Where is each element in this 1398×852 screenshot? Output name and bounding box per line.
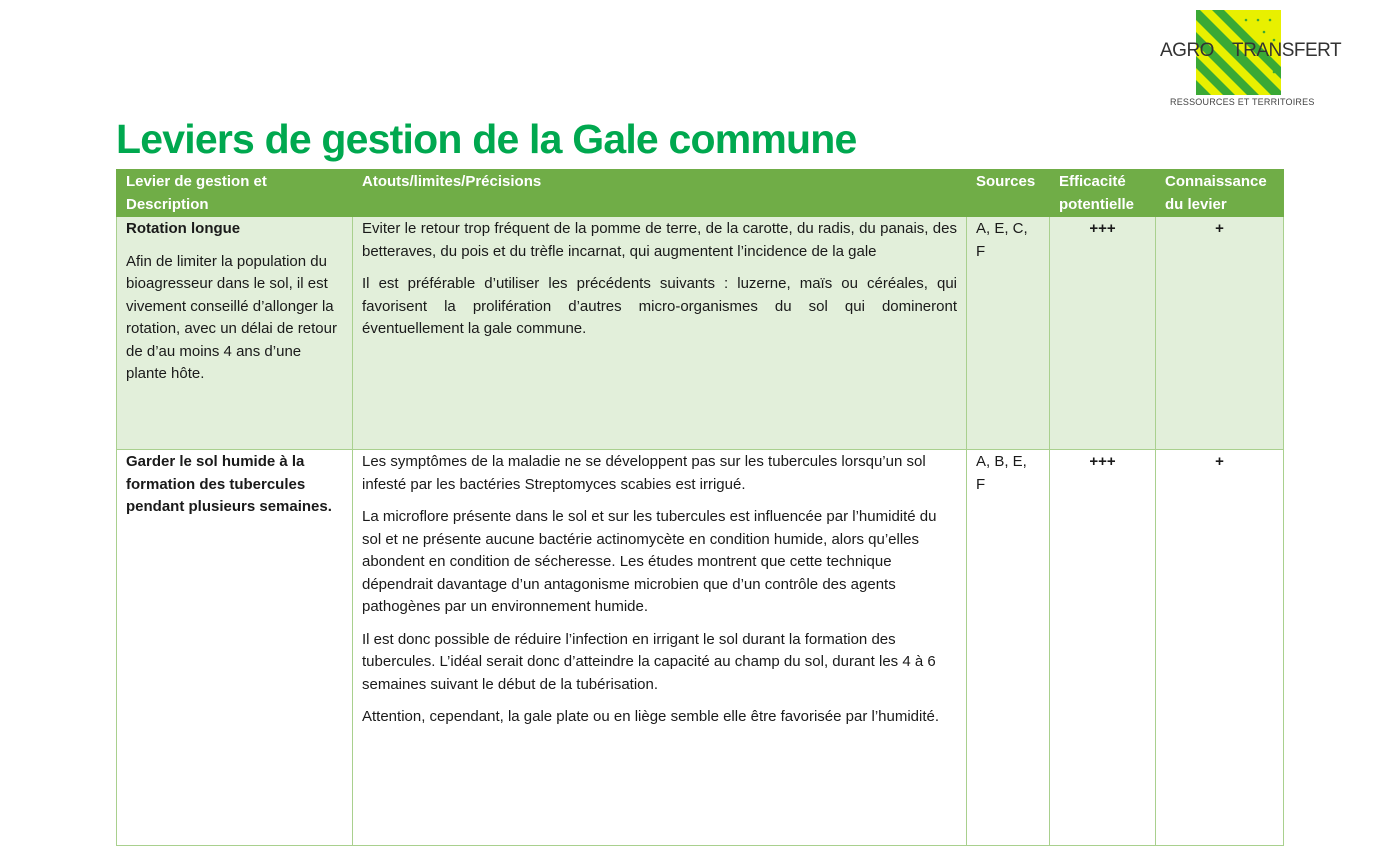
detail-paragraph: Eviter le retour trop fréquent de la pomme de terre, de la carotte, du radis, du panais, des betteraves, du pois et du trèfle incarnat, qui augmentent l’incidence de la gale bbox=[362, 220, 957, 260]
agro-transfert-logo bbox=[1158, 10, 1342, 110]
lever-cell bbox=[117, 217, 353, 450]
efficacite-cell: +++ bbox=[1050, 217, 1156, 450]
header-sources: Sources bbox=[967, 170, 1050, 217]
header-efficacite: Efficacité potentielle bbox=[1050, 170, 1156, 217]
table-header-row bbox=[117, 170, 1284, 217]
lever-name: Rotation longue bbox=[126, 220, 241, 237]
details-cell bbox=[353, 217, 967, 450]
connaissance-cell: + bbox=[1156, 217, 1284, 450]
header-connaissance: Connaissance du levier bbox=[1156, 170, 1284, 217]
detail-paragraph: La microflore présente dans le sol et sur les tubercules est influencée par l’humidité du sol et ne présente aucune bactérie actinomycète en condition humide, alors qu’elles abondent en condition de sécheresse. Les études montrent que cette technique dépendrait davantage d’un antagonisme microbien que d’un contrôle des agents pathogènes par un environnement humide. bbox=[362, 508, 937, 615]
detail-paragraph: Il est préférable d’utiliser les précédents suivants : luzerne, maïs ou céréales, qui favorisent la prolifération d’autres micro-organismes du sol qui domineront éventuellement la gale commune. bbox=[362, 275, 957, 337]
detail-paragraph: Il est donc possible de réduire l’infection en irrigant le sol durant la formation des tubercules. L’idéal serait donc d’atteindre la capacité au champ du sol, durant les 4 à 6 semaines suivant le début de la tubérisation. bbox=[362, 630, 936, 693]
header-levier: Levier de gestion et Description bbox=[117, 170, 353, 217]
table-row bbox=[117, 217, 1284, 450]
table-row bbox=[117, 450, 1284, 846]
levers-table bbox=[116, 169, 1284, 846]
efficacite-cell: +++ bbox=[1050, 450, 1156, 846]
logo-word-agro: AGRO bbox=[1160, 40, 1214, 61]
detail-paragraph: Les symptômes de la maladie ne se développent pas sur les tubercules lorsqu’un sol infesté par les bactéries Streptomyces scabies est irrigué. bbox=[362, 453, 926, 493]
connaissance-cell: + bbox=[1156, 450, 1284, 846]
lever-name: Garder le sol humide à la formation des tubercules pendant plusieurs semaines. bbox=[126, 453, 332, 515]
lever-cell bbox=[117, 450, 353, 846]
sources-cell: A, B, E, F bbox=[967, 450, 1050, 846]
sources-cell: A, E, C, F bbox=[967, 217, 1050, 450]
lever-description: Afin de limiter la population du bioagresseur dans le sol, il est vivement conseillé d’allonger la rotation, avec un délai de retour de d’au moins 4 ans d’une plante hôte. bbox=[126, 252, 337, 382]
logo-word-transfert: TRANSFERT bbox=[1232, 40, 1342, 61]
details-cell bbox=[353, 450, 967, 846]
logo-subtitle: RESSOURCES ET TERRITOIRES bbox=[1170, 97, 1315, 107]
detail-paragraph: Attention, cependant, la gale plate ou en liège semble elle être favorisée par l’humidité. bbox=[362, 708, 940, 725]
header-atouts: Atouts/limites/Précisions bbox=[353, 170, 967, 217]
page-title: Leviers de gestion de la Gale commune bbox=[116, 116, 857, 162]
